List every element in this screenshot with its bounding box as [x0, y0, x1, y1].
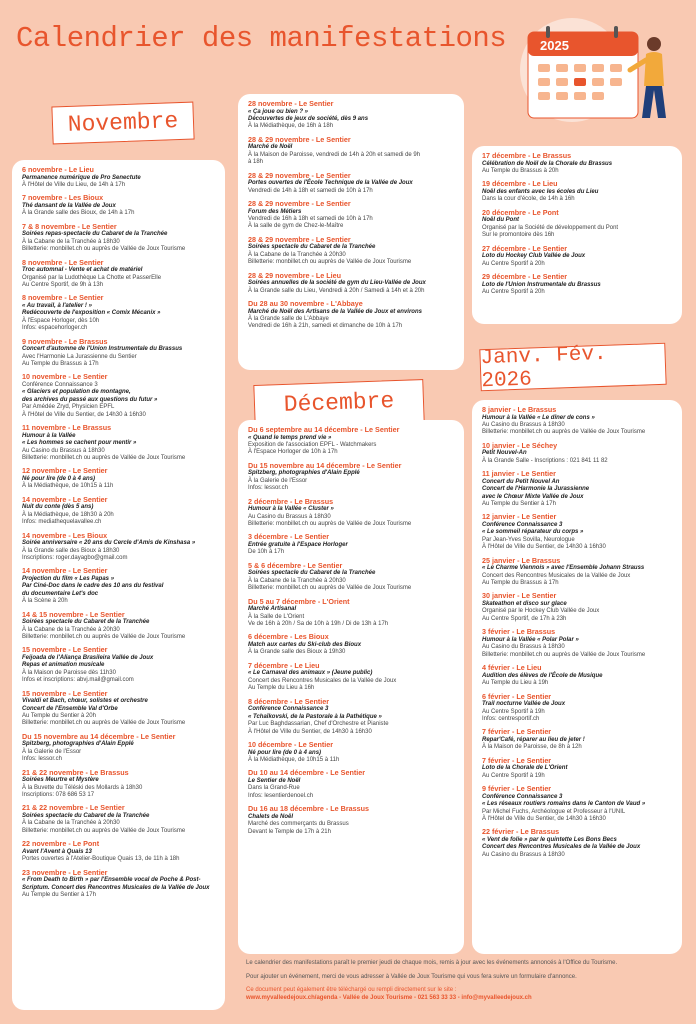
event-detail: Vendredi de 16h à 21h, samedi et dimanche de 10h à 17h [248, 323, 403, 330]
event-title: Conférence Connaissance 3 [482, 793, 563, 800]
calendar-badge: 2025 [540, 38, 569, 53]
event-date-place: Du 5 au 7 décembre - L'Orient [248, 596, 350, 606]
event-detail: À la Grande Salle - Inscriptions : 021 841 11 82 [482, 457, 608, 464]
event-title: Trail nocturne Vallée de Joux [482, 701, 566, 708]
event-item [248, 633, 454, 656]
event-item [248, 426, 454, 457]
event-title: Match aux cartes du Ski-club des Bioux [248, 642, 362, 649]
event-detail: Au Temple du Brassus à 17h [22, 361, 99, 368]
event-detail: Au Casino du Brassus à 18h30 [482, 422, 565, 428]
event-detail: Au Centre Sportif à 20h [482, 260, 545, 267]
event-detail: À la Grande salle du Lieu, Vendredi à 20h / Samedi à 14h et à 20h [248, 287, 425, 294]
event-date-place: 12 novembre - Le Sentier [22, 466, 108, 476]
event-title: « Le Carnaval des animaux » (Jeune public) [248, 670, 373, 677]
event-date-place: 23 novembre - Le Sentier [22, 867, 108, 877]
event-title: Soirées Meurtre et Mystère [22, 777, 99, 784]
event-item [22, 733, 215, 764]
event-date-place: 10 novembre - Le Sentier [22, 372, 108, 382]
event-title: « Glaciers et population de montagne, [22, 389, 131, 396]
event-title: Humour à la Vallée « Polar Polar » [482, 636, 579, 643]
event-title: Marché de Noël [248, 144, 293, 151]
event-detail: À la Buvette du Téléski des Mollards à 18h30 [22, 784, 143, 791]
event-item [482, 152, 672, 175]
footer-note-3: Ce document peut également être téléchargé ou rempli directement sur le site : [246, 987, 457, 994]
event-detail: Au Casino du Brassus à 18h30 [248, 513, 331, 520]
event-item [248, 498, 454, 529]
event-item [22, 467, 215, 490]
event-title: des archives du passé aux questions du futur » [22, 396, 158, 403]
event-date-place: 7 novembre - Les Bioux [22, 193, 104, 203]
event-date-place: 6 février - Le Sentier [482, 691, 552, 701]
event-title: Soirées spectacle du Cabaret de la Tranchée [22, 813, 150, 820]
event-title: Soirées repas-spectacle du Cabaret de la Tranchée [22, 231, 168, 238]
event-title: « From Death to Birth » par l'Ensemble vocal de Poche & Post- [22, 877, 201, 884]
event-title: « Tchaïkovski, de la Pastorale à la Pathétique » [248, 713, 382, 720]
event-item [482, 728, 672, 751]
event-item [22, 294, 215, 332]
event-item [248, 136, 454, 167]
events-card-janv-fev [472, 400, 682, 954]
event-detail: À la Médiathèque, de 10h15 à 11h [22, 483, 114, 490]
event-detail: Dans la cour d'école, de 14h à 16h [482, 196, 575, 203]
event-item [248, 300, 454, 331]
event-title: « Les hommes se cachent pour mentir » [22, 440, 137, 447]
event-date-place: 15 novembre - Le Sentier [22, 645, 108, 655]
event-item [482, 557, 672, 588]
event-date-place: 15 novembre - Le Sentier [22, 688, 108, 698]
month-label-janv-fev: Janv. Fév. 2026 [479, 343, 666, 391]
event-detail: Marché des commerçants du Brassus [248, 821, 349, 828]
event-detail: Portes ouvertes à l'Atelier-Boutique Quais 13, de 11h à 18h [22, 856, 180, 863]
event-item [248, 200, 454, 231]
event-item [482, 828, 672, 859]
event-item [482, 592, 672, 623]
event-item [248, 462, 454, 493]
event-date-place: 2 décembre - Le Brassus [248, 496, 334, 506]
event-detail: À la Médiathèque, de 10h15 à 11h [248, 756, 340, 763]
event-detail: À la Maison de Paroisse dès 11h30 [22, 669, 116, 676]
event-date-place: Du 10 au 14 décembre - Le Sentier [248, 768, 366, 778]
event-date-place: 22 février - Le Brassus [482, 827, 560, 837]
event-detail: Au Temple du Sentier à 17h [22, 892, 96, 899]
event-title: avec le Chœur Mixte Vallée de Joux [482, 493, 584, 500]
event-date-place: 10 décembre - Le Sentier [248, 739, 334, 749]
event-title: Nuit du conte (dès 5 ans) [22, 504, 94, 511]
event-detail: Au Temple du Lieu à 19h [482, 680, 549, 687]
event-item [248, 533, 454, 556]
event-detail: Avec l'Harmonie La Jurassienne du Sentier [22, 353, 137, 360]
event-title: Soirée anniversaire « 20 ans du Cercle d'Amis de Kinshasa » [22, 540, 196, 547]
event-item [22, 223, 215, 254]
event-title: Vivaldi et Bach, chœur, solistes et orchestre [22, 698, 148, 705]
event-date-place: 28 & 29 novembre - Le Sentier [248, 234, 351, 244]
event-detail: Infos: mediathequelavallee.ch [22, 519, 102, 526]
event-detail: À la Grande salle de L'Abbaye [248, 316, 329, 323]
event-item [482, 273, 672, 296]
events-card-fin-novembre [238, 94, 464, 370]
event-title: Loto de l'Union Instrumentale du Brassus [482, 281, 601, 288]
event-title: Repas et animation musicale [22, 662, 105, 669]
event-item [248, 805, 454, 836]
event-title: « Au travail, à l'atelier ! » [22, 303, 92, 310]
event-date-place: 25 janvier - Le Brassus [482, 555, 561, 565]
event-date-place: 14 novembre - Le Sentier [22, 566, 108, 576]
event-date-place: 6 décembre - Les Bioux [248, 632, 329, 642]
event-detail: Billetterie: monbillet.ch ou auprès de Vallée de Joux Tourisme [482, 429, 646, 436]
event-title: Concert de l'Ensemble Val d'Orbe [22, 705, 118, 712]
event-detail: Billetterie: monbillet.ch ou auprès de Vallée de Joux Tourisme [22, 827, 186, 834]
event-title: Noël des enfants avec les écoles du Lieu [482, 189, 599, 195]
event-date-place: 8 novembre - Le Sentier [22, 293, 104, 303]
event-item [248, 100, 454, 131]
event-detail: Sur le promontoire dès 16h [482, 232, 555, 239]
event-date-place: 28 & 29 novembre - Le Sentier [248, 134, 351, 144]
event-date-place: 28 & 29 novembre - Le Sentier [248, 199, 351, 209]
event-detail: Inscriptions: 078 686 53 17 [22, 792, 95, 799]
event-date-place: 21 & 22 novembre - Le Brassus [22, 767, 129, 777]
event-item [248, 769, 454, 800]
event-detail: Billetterie: monbillet.ch ou auprès de Vallée de Joux Tourisme [22, 720, 186, 727]
event-detail: Au Centre Sportif, de 17h à 23h [482, 615, 567, 622]
event-title: Découvertes de jeux de société, dès 9 ans [248, 116, 369, 122]
event-date-place: 11 janvier - Le Sentier [482, 469, 556, 479]
event-detail: Billetterie: monbillet.ch ou auprès de Vallée de Joux Tourisme [482, 651, 646, 658]
event-date-place: 4 février - Le Lieu [482, 663, 542, 673]
event-title: « Le sommeil réparateur du corps » [482, 529, 584, 536]
event-item [22, 646, 215, 684]
event-detail: Vendredi de 16h à 18h et samedi de 10h à 17h [248, 216, 373, 223]
event-title: Skateathon et disco sur glace [482, 601, 567, 608]
event-title: Humour à la Vallée « Cluster » [248, 506, 334, 513]
event-detail: À la Grande salle des Bioux à 19h30 [248, 649, 346, 656]
event-date-place: Du 6 septembre au 14 décembre - Le Sentier [248, 425, 400, 434]
event-title: Soirées spectacle du Cabaret de la Tranchée [22, 619, 150, 626]
event-title: Célébration de Noël de la Chorale du Brassus [482, 160, 613, 167]
event-detail: À la Médiathèque, de 16h à 18h [248, 123, 334, 130]
event-item [482, 628, 672, 659]
event-title: « Ça joue ou bien ? » [248, 108, 309, 115]
event-detail: Infos: lessor.ch [22, 756, 63, 763]
event-detail: Concert des Rencontres Musicales de la Vallée de Joux [482, 572, 631, 579]
event-title: Né pour lire (de 0 à 4 ans) [22, 475, 96, 482]
event-detail: À la Maison de Paroisse, de 8h à 12h [482, 744, 582, 751]
event-detail: Vendredi de 14h à 18h et samedi de 10h à 17h [248, 187, 373, 194]
event-title: Feijoada de l'Aliança Brasileira Vallée de Joux [22, 654, 154, 661]
event-detail: Au Temple du Sentier à 17h [482, 501, 556, 508]
event-item [482, 785, 672, 823]
event-detail: À la Grande salle des Bioux, de 14h à 17h [22, 210, 135, 217]
event-date-place: 19 décembre - Le Lieu [482, 179, 558, 189]
event-detail: Organisé par la Société de développement du Pont [482, 224, 619, 231]
event-detail: Billetterie: monbillet.ch ou auprès de Vallée de Joux Tourisme [22, 454, 186, 461]
event-title: Soirées annuelles de la société de gym du Lieu-Vallée de Joux [248, 280, 426, 287]
event-detail: Au Temple du Sentier à 20h [22, 713, 96, 719]
event-detail: Billetterie: monbillet.ch ou auprès de Vallée de Joux Tourisme [22, 633, 186, 640]
event-title: Redécouverte de l'exposition « Comix Mécanix » [22, 310, 161, 317]
footer [246, 960, 682, 1002]
event-date-place: 10 janvier - Le Séchey [482, 440, 558, 450]
event-title: Troc automnal - Vente et achat de matériel [22, 267, 143, 274]
event-title: Permanence numérique de Pro Senectute [22, 174, 141, 181]
event-item [248, 236, 454, 267]
event-detail: Infos: espacehorloger.ch [22, 325, 88, 332]
event-date-place: 7 décembre - Le Lieu [248, 660, 320, 670]
event-detail: Par Luc Baghdassarian, Chef d'Orchestre et Pianiste [248, 721, 389, 728]
event-title: Marché Artisanal [248, 606, 297, 613]
event-date-place: 21 & 22 novembre - Le Sentier [22, 803, 125, 813]
event-title: Loto du Hockey Club Vallée de Joux [482, 253, 586, 260]
event-title: Soirées spectacle du Cabaret de la Tranchée [248, 244, 376, 251]
event-detail: À la Salle de L'Orient [248, 613, 305, 620]
page-title: Calendrier des manifestations [16, 22, 507, 55]
event-item [248, 741, 454, 764]
event-title: Noël du Pont [482, 217, 519, 224]
event-item [22, 496, 215, 527]
event-item [22, 424, 215, 462]
footer-note-2: Pour ajouter un événement, merci de vous adresser à Vallée de Joux Tourisme qui vous fera suivre un formulaire d'annonce. [246, 973, 577, 980]
event-title: Repar'Café, réparer au lieu de jeter ! [482, 736, 585, 743]
event-title: Spitzberg, photographies d'Alain Epplé [22, 741, 134, 748]
event-detail: À l'Hôtel de Ville du Sentier, de 14h30 à 16h30 [482, 544, 606, 551]
event-item [22, 769, 215, 800]
events-card-novembre [12, 160, 225, 1010]
event-item [22, 690, 215, 728]
event-detail: Au Casino du Brassus à 18h30 [22, 447, 105, 454]
event-item [482, 757, 672, 780]
event-title: Humour à la Vallée [22, 432, 76, 439]
event-detail: Billetterie: monbillet.ch ou auprès de Vallée de Joux Tourisme [248, 585, 412, 592]
event-title: « Quand le temps prend vie » [248, 434, 332, 441]
event-detail: Organisé par la Ludothèque La Chotte et PasserElle [22, 274, 162, 281]
event-date-place: 14 novembre - Le Sentier [22, 494, 108, 504]
event-detail: À l'Hôtel de Ville du Sentier, de 14h30 à 16h30 [248, 728, 372, 735]
event-title: « Les réseaux routiers romains dans le Canton de Vaud » [482, 801, 646, 808]
event-date-place: Du 16 au 18 décembre - Le Brassus [248, 804, 370, 814]
event-detail: Exposition de l'association EPFL - Watchmakers [248, 442, 377, 448]
event-date-place: 17 décembre - Le Brassus [482, 151, 572, 160]
event-date-place: 7 & 8 novembre - Le Sentier [22, 221, 117, 231]
event-item [248, 598, 454, 629]
event-detail: Au Centre Sportif à 20h [482, 289, 545, 296]
event-item [248, 562, 454, 593]
event-date-place: Du 15 novembre au 14 décembre - Le Sentier [22, 731, 176, 741]
event-detail: Au Centre Sportif à 19h [482, 772, 545, 779]
event-detail: À l'Hôtel de Ville du Sentier, de 14h30 à 16h30 [22, 411, 146, 418]
event-title: Avant l'Avent à Quais 13 [22, 848, 92, 855]
event-date-place: 7 février - Le Sentier [482, 755, 552, 765]
event-item [22, 166, 215, 189]
event-item [248, 698, 454, 736]
event-item [22, 869, 215, 900]
event-item [22, 373, 215, 419]
event-detail: Par Jean-Yves Sovilla, Neurologue [482, 536, 575, 543]
event-title: Projection du film « Les Papas » [22, 575, 115, 582]
footer-note-1: Le calendrier des manifestations paraît le premier jeudi de chaque mois, remis à jour avec les événements annoncés à l'Office du Tourisme. [246, 960, 618, 966]
event-item [22, 804, 215, 835]
event-detail: Inscriptions: roger.dayagbo@gmail.com [22, 554, 128, 561]
event-title: Concert de l'Harmonie la Jurassienne [482, 486, 590, 493]
event-detail: Au Temple du Brassus à 17h [482, 580, 559, 587]
event-detail: À l'Espace Horloger, dès 10h [22, 317, 100, 324]
event-item [482, 442, 672, 465]
event-item [248, 172, 454, 195]
event-detail: Infos: lesentierdenoel.ch [248, 792, 314, 799]
event-detail: À la Grande salle des Bioux à 18h30 [22, 547, 120, 554]
event-date-place: 14 novembre - Les Bioux [22, 530, 108, 540]
event-detail: Dans la Grand-Rue [248, 785, 300, 792]
event-detail: Billetterie: monbillet.ch ou auprès de Vallée de Joux Tourisme [22, 246, 186, 253]
event-detail: À la Cabane de la Tranchée à 20h30 [248, 251, 346, 258]
event-item [482, 209, 672, 240]
event-date-place: 28 & 29 novembre - Le Lieu [248, 270, 342, 280]
event-detail: Devant le Temple de 17h à 21h [248, 828, 331, 835]
event-detail: Au Centre Sportif à 19h [482, 708, 545, 715]
event-item [482, 513, 672, 551]
event-title: Conférence Connaissance 3 [248, 706, 329, 713]
event-detail: Par Michel Fuchs, Archéologue et Professeur à l'UNIL [482, 808, 626, 815]
event-date-place: 5 & 6 décembre - Le Sentier [248, 560, 343, 570]
events-card-fin-decembre [472, 146, 682, 324]
event-detail: À la Cabane de la Tranchée à 18h30 [22, 238, 120, 245]
event-date-place: 22 novembre - Le Pont [22, 839, 100, 849]
event-title: Entrée gratuite à l'Espace Horloger [248, 542, 348, 549]
event-date-place: 7 février - Le Sentier [482, 727, 552, 737]
event-detail: De 10h à 17h [248, 549, 285, 556]
event-date-place: Du 15 novembre au 14 décembre - Le Sentier [248, 460, 402, 470]
event-title: Loto de la Chorale de L'Orient [482, 765, 568, 772]
event-detail: Au Temple du Brassus à 20h [482, 168, 559, 174]
event-date-place: Du 28 au 30 novembre - L'Abbaye [248, 299, 363, 309]
event-detail: À la Médiathèque, de 18h30 à 20h [22, 511, 114, 518]
event-date-place: 8 janvier - Le Brassus [482, 405, 557, 414]
event-title: Concert des Rencontres Musicales de la Vallée de Joux [482, 844, 641, 851]
event-title: Né pour lire (de 0 à 4 ans) [248, 749, 322, 756]
event-item [22, 338, 215, 369]
event-title: « Le Charme Viennois » avec l'Ensemble Johann Strauss [482, 565, 645, 572]
event-item [482, 245, 672, 268]
event-title: Audition des élèves de l'École de Musique [482, 672, 603, 679]
event-title: Forum des Métiers [248, 208, 302, 215]
event-detail: à 18h [248, 159, 264, 166]
event-title: Petit Nouvel-An [482, 450, 527, 457]
event-detail: Infos: centresportif.ch [482, 715, 540, 722]
event-date-place: 9 février - Le Sentier [482, 784, 552, 794]
event-item [22, 259, 215, 290]
event-title: Soirées spectacle du Cabaret de la Tranchée [248, 570, 376, 577]
event-title: Humour à la Vallée « Le dîner de cons » [482, 414, 595, 421]
event-detail: À l'Hôtel de Ville du Sentier, de 14h30 à 16h30 [482, 815, 606, 822]
month-label-decembre: Décembre [253, 379, 424, 427]
event-item [248, 272, 454, 295]
event-title: Marché de Noël des Artisans de la Vallée de Joux et environs [248, 308, 422, 315]
event-detail: Ve de 16h à 20h / Sa de 10h à 19h / Di de 13h à 17h [248, 621, 389, 628]
event-detail: À la Galerie de l'Essor [248, 477, 308, 484]
event-detail: À la Cabane de la Tranchée à 20h30 [22, 626, 120, 633]
event-title: Scriptum. Concert des Rencontres Musicales de la Vallée de Joux [22, 884, 210, 891]
event-item [482, 470, 672, 508]
event-detail: À la Cabane de la Tranchée à 20h30 [22, 820, 120, 827]
event-detail: À l'Espace Horloger de 10h à 17h [248, 449, 338, 456]
event-date-place: 28 novembre - Le Sentier [248, 99, 334, 108]
event-title: « Vent de folie » par le quintette Les Bons Becs [482, 836, 617, 843]
event-item [248, 662, 454, 693]
event-detail: À la Scène à 20h [22, 598, 68, 605]
event-detail: Au Temple du Lieu à 16h [248, 685, 315, 692]
event-title: Concert d'automne de l'Union Instrumentale du Brassus [22, 346, 183, 353]
event-date-place: 30 janvier - Le Sentier [482, 591, 557, 601]
event-title: Portes ouvertes de l'École Technique de la Vallée de Joux [248, 180, 413, 187]
events-card-decembre [238, 420, 464, 954]
event-item [482, 180, 672, 203]
event-date-place: 11 novembre - Le Brassus [22, 423, 112, 433]
event-item [482, 406, 672, 437]
event-detail: Au Casino du Brassus à 18h30 [482, 851, 565, 858]
event-detail: Billetterie: monbillet.ch ou auprès de Vallée de Joux Tourisme [248, 259, 412, 266]
event-item [482, 693, 672, 724]
event-item [22, 532, 215, 563]
event-title: Par Ciné-Doc dans le cadre des 10 ans du festival [22, 583, 164, 590]
event-title: Chalets de Noël [248, 813, 294, 820]
event-date-place: 29 décembre - Le Sentier [482, 272, 568, 282]
event-detail: À l'Hôtel de Ville du Lieu, de 14h à 17h [22, 182, 126, 188]
event-detail: Par Amédée Zryd, Physicien EPFL [22, 404, 115, 411]
event-detail: Organisé par le Hockey Club Vallée de Joux [482, 608, 600, 615]
event-title: Thé dansant de la Vallée de Joux [22, 203, 116, 209]
event-item [482, 664, 672, 687]
event-detail: À la Cabane de la Tranchée à 20h30 [248, 577, 346, 584]
calendar-illustration-icon [504, 8, 684, 128]
event-date-place: 8 novembre - Le Sentier [22, 257, 104, 267]
event-date-place: 8 décembre - Le Sentier [248, 696, 330, 706]
event-detail: Infos et inscriptions: abvj.mail@gmail.com [22, 677, 134, 684]
event-date-place: 3 février - Le Brassus [482, 627, 556, 637]
event-item [22, 194, 215, 217]
event-date-place: 28 & 29 novembre - Le Sentier [248, 170, 351, 180]
event-date-place: 27 décembre - Le Sentier [482, 243, 568, 253]
event-date-place: 3 décembre - Le Sentier [248, 532, 330, 542]
event-detail: Concert des Rencontres Musicales de la Vallée de Joux [248, 677, 397, 684]
event-title: du documentaire Let's doc [22, 590, 99, 597]
event-item [22, 840, 215, 863]
footer-contact[interactable]: www.myvalleedejoux.ch/agenda - Vallée de Joux Tourisme - 021 563 33 33 - info@myvalleedejoux.ch [246, 994, 532, 1001]
event-date-place: 6 novembre - Le Lieu [22, 165, 94, 174]
event-detail: À la salle de gym de Chez-le-Maître [248, 223, 344, 230]
event-title: Le Sentier de Noël [248, 777, 301, 784]
event-detail: Infos: lessor.ch [248, 485, 289, 492]
event-detail: Au Centre Sportif, de 9h à 13h [22, 282, 104, 289]
event-item [22, 567, 215, 605]
event-detail: Au Casino du Brassus à 18h30 [482, 644, 565, 651]
event-date-place: 12 janvier - Le Sentier [482, 512, 557, 522]
event-item [22, 611, 215, 642]
event-date-place: 20 décembre - Le Pont [482, 207, 559, 217]
event-subtitle: Conférence Connaissance 3 [22, 382, 98, 389]
event-title: Conférence Connaissance 3 [482, 522, 563, 529]
event-title: Concert du Petit Nouvel An [482, 478, 560, 485]
event-date-place: 14 & 15 novembre - Le Sentier [22, 609, 125, 619]
month-label-novembre: Novembre [51, 102, 194, 145]
event-detail: Billetterie: monbillet.ch ou auprès de Vallée de Joux Tourisme [248, 521, 412, 528]
event-title: Spitzberg, photographies d'Alain Epplé [248, 470, 360, 477]
event-detail: À la Maison de Paroisse, vendredi de 14h à 20h et samedi de 9h [248, 151, 421, 158]
event-date-place: 9 novembre - Le Brassus [22, 336, 108, 346]
event-detail: À la Galerie de l'Essor [22, 748, 82, 755]
